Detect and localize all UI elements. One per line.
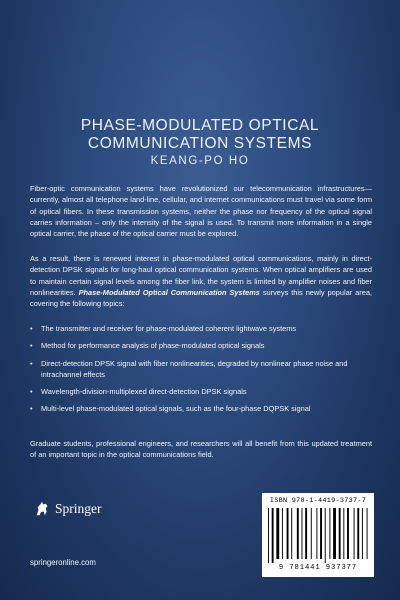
description-paragraph-2 — [30, 253, 372, 309]
description-paragraph-3: Graduate students, professional engineers, and researchers will all benefit from this updated treatment of an important topic in the optical communications field. — [30, 439, 372, 460]
topic-text: The transmitter and receiver for phase-modulated coherent lightwave systems — [41, 324, 297, 333]
paragraph-2-text-b: surveys this newly popular area, covering the following topics: — [30, 287, 372, 309]
topics-list — [30, 323, 372, 421]
author-name: KEANG-PO HO — [150, 155, 250, 167]
publisher-website: springeronline.com — [30, 558, 96, 567]
topic-item — [30, 386, 372, 397]
topic-text: Wavelength-division-multiplexed direct-detection DPSK signals — [41, 387, 247, 397]
title-line-2: COMMUNICATION SYSTEMS — [87, 135, 313, 152]
topic-item — [30, 323, 372, 334]
bullet-icon: • — [30, 341, 33, 351]
barcode-digits: 9 781441 937377 — [278, 564, 358, 572]
title-line-1: PHASE-MODULATED OPTICAL — [80, 117, 320, 134]
bullet-icon: • — [30, 387, 33, 397]
bullet-icon: • — [30, 404, 33, 414]
isbn-label: ISBN 978-1-4419-3737-7 — [269, 497, 367, 505]
topic-text: Direct-detection DPSK signal with fiber nonlinearities, degraded by nonlinear phase noise and intrachannel effects — [41, 358, 348, 379]
topic-text: Multi-level phase-modulated optical signals, such as the four-phase DQPSK signal — [41, 404, 311, 414]
bullet-icon: • — [30, 324, 33, 333]
publisher-name: Springer — [55, 501, 102, 516]
paragraph-2-text-a: As a result, there is renewed interest in phase-modulated optical communications, mainly in direct-detection DPSK signals for long-haul optical communication systems. When optical amplifiers are used to maintain certain signal levels among the fiber link, the system is limited by amplifier noises and fiber nonlinearities. — [30, 254, 372, 297]
book-title-emphasis: Phase-Modulated Optical Communication Systems — [78, 287, 260, 297]
isbn-barcode — [262, 493, 374, 577]
book-title — [0, 117, 400, 153]
springer-horse-icon — [34, 500, 52, 518]
topic-item — [30, 358, 372, 381]
description-paragraph-1: Fiber-optic communication systems have revolutionized our telecommunication infrastructures—currently, almost all telephone land-line, cellular, and internet communications must travel via some form of optical fibers. In these transmission systems, neither the phase nor frequency of the optical signal carries information – only the intensity of the signal is used. To transmit more information in a single optical carrier, the phase of the optical carrier must be explored. — [30, 184, 372, 239]
bullet-icon: • — [30, 358, 33, 368]
springer-logo — [34, 500, 102, 518]
topic-item — [30, 340, 372, 351]
topic-text: Method for performance analysis of phase-modulated optical signals — [41, 341, 265, 351]
topic-item — [30, 403, 372, 414]
barcode-bars — [266, 508, 370, 563]
